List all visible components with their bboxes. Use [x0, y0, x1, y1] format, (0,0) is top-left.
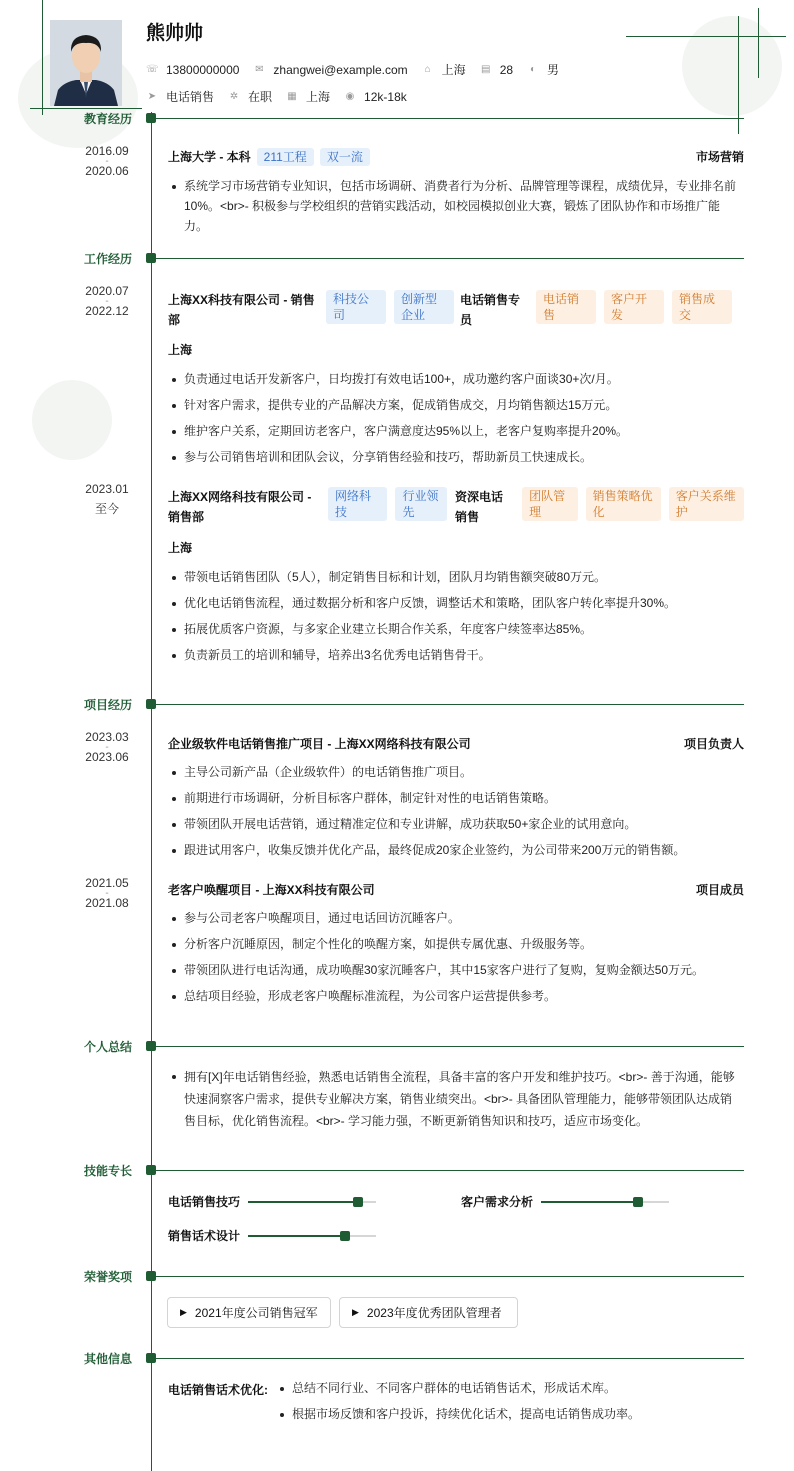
list-item: 拥有[X]年电话销售经验，熟悉电话销售全流程，具备丰富的客户开发和维护技巧。<br>- 善于沟通，能够快速洞察客户需求，提供专业解决方案，销售业绩突出。<br>- 具备团队管理能力，能够带领团队达成销售目标，优化销售流程。<br>- 学习能力强，不断更新销售知识和技巧，适应市场变化。	[168, 1066, 744, 1132]
education-date: 2016.09 - 2020.06	[85, 144, 129, 178]
work-date: 2020.07 - 2022.12	[85, 284, 129, 318]
work-bullets	[168, 567, 744, 671]
list-item: 跟进试用客户，收集反馈并优化产品，最终促成20家企业签约，为公司带来200万元的销售额。	[168, 840, 744, 860]
skill-item	[461, 1193, 669, 1210]
project-role: 项目成员	[695, 883, 744, 897]
skill-bar	[248, 1201, 376, 1203]
position-name: 资深电话销售	[454, 490, 503, 524]
decor-line	[30, 108, 142, 109]
status-item	[228, 88, 272, 105]
age-item	[480, 63, 513, 77]
play-triangle-icon: ▶	[352, 1307, 359, 1317]
section-divider	[156, 1170, 744, 1171]
list-item: 带领电话销售团队（5人），制定销售目标和计划，团队月均销售额突破80万元。	[168, 567, 744, 587]
timeline-dot	[146, 1353, 156, 1363]
mail-icon: ✉	[255, 63, 264, 75]
gear-icon: ✲	[229, 90, 239, 102]
home-icon: ⌂	[424, 63, 431, 75]
project-role: 项目负责人	[683, 737, 744, 751]
company-tag: 科技公司	[326, 290, 386, 324]
major: 市场营销	[695, 150, 744, 164]
project-bullets	[168, 908, 744, 1012]
city-text: 上海	[441, 63, 466, 77]
list-item: 优化电话销售流程，通过数据分析和客户反馈，调整话术和策略，团队客户转化率提升30%。	[168, 593, 744, 613]
award-text: 2021年度公司销售冠军	[194, 1306, 318, 1320]
decor-circle-mid-left	[32, 380, 112, 460]
list-item: 总结项目经验，形成老客户唤醒标准流程，为公司客户运营提供参考。	[168, 986, 744, 1006]
phone-item	[146, 63, 239, 77]
play-triangle-icon: ▶	[180, 1307, 187, 1317]
email-text: zhangwei@example.com	[273, 62, 408, 77]
work-date: 2023.01 至今	[85, 482, 129, 516]
list-item: 拓展优质客户资源，与多家企业建立长期合作关系，年度客户续签率达85%。	[168, 619, 744, 639]
project-date: 2023.03 - 2023.06	[85, 730, 129, 764]
status-text: 在职	[248, 90, 273, 104]
skill-item	[168, 1227, 376, 1244]
work-bullets	[168, 369, 744, 473]
award-badge	[339, 1297, 518, 1328]
skill-name: 销售话术设计	[168, 1229, 241, 1243]
skill-tag: 客户开发	[604, 290, 664, 324]
decor-line	[42, 0, 43, 115]
project-bullets	[168, 762, 744, 866]
position-name: 电话销售专员	[460, 293, 521, 327]
target-city-text: 上海	[306, 90, 331, 104]
coin-icon: ◉	[345, 90, 355, 102]
skill-item	[168, 1193, 376, 1210]
list-item: 带领团队开展电话营销，通过精准定位和专业讲解，成功获取50+家企业的试用意向。	[168, 814, 744, 834]
phone-text: 13800000000	[166, 62, 240, 77]
decor-line	[626, 36, 786, 37]
project-head	[168, 881, 744, 898]
contact-row	[146, 61, 573, 78]
list-item: 维护客户关系，定期回访老客户，客户满意度达95%以上，老客户复购率提升20%。	[168, 421, 744, 441]
decor-circle-top-right	[682, 16, 782, 116]
list-item: 参与公司老客户唤醒项目，通过电话回访沉睡客户。	[168, 908, 744, 928]
skill-name: 电话销售技巧	[168, 1195, 241, 1209]
timeline-dot	[146, 1041, 156, 1051]
gender-item	[527, 61, 559, 78]
target-city-item	[286, 88, 330, 105]
email-item	[253, 63, 407, 77]
list-item: 根据市场反馈和客户投诉，持续优化话术，提高电话销售成功率。	[276, 1404, 744, 1424]
section-title-other: 其他信息	[83, 1352, 132, 1366]
school-tag: 双一流	[320, 148, 370, 166]
school-tag: 211工程	[257, 148, 314, 166]
education-head	[168, 148, 744, 166]
age-text: 28	[499, 62, 514, 77]
summary-text	[168, 1066, 744, 1138]
list-item: 针对客户需求，提供专业的产品解决方案，促成销售成交，月均销售额达15万元。	[168, 395, 744, 415]
skill-knob	[633, 1197, 643, 1207]
education-desc	[168, 176, 744, 242]
skill-tag: 团队管理	[522, 487, 577, 521]
company-name: 上海XX网络科技有限公司 - 销售部	[168, 490, 312, 524]
city-item	[422, 61, 466, 78]
award-badge	[167, 1297, 331, 1328]
company-name: 上海XX科技有限公司 - 销售部	[168, 293, 315, 327]
list-item: 参与公司销售培训和团队会议，分享销售经验和技巧，帮助新员工快速成长。	[168, 447, 744, 467]
company-tag: 行业领先	[395, 487, 447, 521]
section-title-education: 教育经历	[83, 112, 132, 126]
salary-item	[344, 90, 407, 104]
decor-line	[758, 8, 759, 78]
other-bullets	[276, 1378, 744, 1430]
list-item: 负责通过电话开发新客户，日均拨打有效电话100+，成功邀约客户面谈30+次/月。	[168, 369, 744, 389]
work-city: 上海	[168, 541, 193, 555]
skill-tag: 销售策略优化	[586, 487, 661, 521]
section-title-projects: 项目经历	[83, 698, 132, 712]
intent-row	[146, 88, 421, 105]
candidate-name: 熊帅帅	[146, 23, 204, 44]
section-divider	[156, 118, 744, 119]
gender-text: 男	[547, 63, 560, 77]
list-item: 主导公司新产品（企业级软件）的电话销售推广项目。	[168, 762, 744, 782]
skill-name: 客户需求分析	[461, 1195, 534, 1209]
project-date: 2021.05 - 2021.08	[85, 876, 129, 910]
company-tag: 创新型企业	[394, 290, 454, 324]
skill-bar	[541, 1201, 669, 1203]
project-title: 企业级软件电话销售推广项目 - 上海XX网络科技有限公司	[168, 737, 471, 751]
list-item: 带领团队进行电话沟通，成功唤醒30家沉睡客户，其中15家客户进行了复购，复购金额达50万元。	[168, 960, 744, 980]
gender-icon: ◐	[530, 63, 537, 75]
section-divider	[156, 258, 744, 259]
decor-line	[738, 16, 739, 134]
section-divider	[156, 1276, 744, 1277]
award-text: 2023年度优秀团队管理者	[366, 1306, 502, 1320]
list-item: 总结不同行业、不同客户群体的电话销售话术，形成话术库。	[276, 1378, 744, 1398]
section-divider	[156, 1358, 744, 1359]
skill-tag: 销售成交	[672, 290, 732, 324]
phone-icon: ☏	[146, 63, 159, 75]
other-label: 电话销售话术优化:	[168, 1383, 268, 1397]
school-name: 上海大学 - 本科	[168, 150, 251, 164]
section-divider	[156, 1046, 744, 1047]
skill-tag: 电话销售	[536, 290, 596, 324]
work-head	[168, 487, 744, 527]
timeline-dot	[146, 1271, 156, 1281]
section-title-work: 工作经历	[83, 252, 132, 266]
section-title-skills: 技能专长	[83, 1164, 132, 1178]
company-tag: 网络科技	[328, 487, 387, 521]
send-icon: ➤	[147, 90, 157, 102]
work-head	[168, 290, 744, 330]
building-icon: ▦	[287, 90, 297, 102]
salary-text: 12k-18k	[364, 89, 407, 104]
list-item: 分析客户沉睡原因，制定个性化的唤醒方案，如提供专属优惠、升级服务等。	[168, 934, 744, 954]
skill-bar	[248, 1235, 376, 1237]
age-icon: ▤	[480, 63, 491, 75]
timeline-dot	[146, 699, 156, 709]
job-target-item	[146, 88, 214, 105]
section-title-awards: 荣誉奖项	[83, 1270, 132, 1284]
skill-tag: 客户关系维护	[669, 487, 744, 521]
list-item: 负责新员工的培训和辅导，培养出3名优秀电话销售骨干。	[168, 645, 744, 665]
job-target-text: 电话销售	[166, 90, 215, 104]
list-item: 系统学习市场营销专业知识，包括市场调研、消费者行为分析、品牌管理等课程，成绩优异，专业排名前10%。<br>- 积极参与学校组织的营销实践活动，如校园模拟创业大赛，锻炼了团队协作和市场推广能力。	[168, 176, 744, 236]
project-head	[168, 735, 744, 752]
section-title-summary: 个人总结	[83, 1040, 132, 1054]
work-city: 上海	[168, 343, 193, 357]
project-title: 老客户唤醒项目 - 上海XX科技有限公司	[168, 883, 375, 897]
timeline-dot	[146, 253, 156, 263]
list-item: 前期进行市场调研，分析目标客户群体，制定针对性的电话销售策略。	[168, 788, 744, 808]
skill-knob	[353, 1197, 363, 1207]
section-divider	[156, 704, 744, 705]
timeline-dot	[146, 1165, 156, 1175]
skill-knob	[340, 1231, 350, 1241]
timeline-dot	[146, 113, 156, 123]
profile-photo	[50, 20, 122, 106]
